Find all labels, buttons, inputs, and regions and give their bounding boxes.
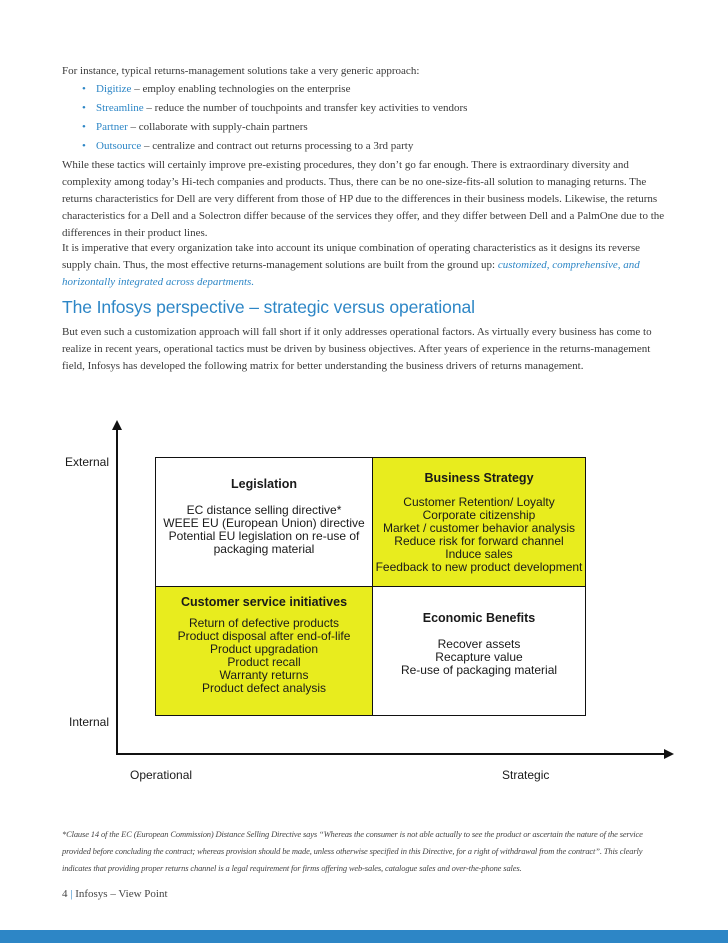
matrix-grid xyxy=(155,457,586,716)
section-heading: The Infosys perspective – strategic versus operational xyxy=(62,297,475,317)
cell-item: Product defect analysis xyxy=(201,681,327,695)
cell-title: Economic Benefits xyxy=(422,611,536,625)
cell-item: Customer Retention/ Loyalty xyxy=(403,495,555,509)
cell-item: Recover assets xyxy=(437,637,521,651)
bullet-term: Partner xyxy=(96,121,128,133)
cell-item: Reduce risk for forward channel xyxy=(394,534,564,548)
intro-text: For instance, typical returns-management solutions take a very generic approach: xyxy=(62,65,420,77)
cell-item: Corporate citizenship xyxy=(422,508,536,522)
cell-item: EC distance selling directive* xyxy=(186,503,342,517)
cell-item: packaging material xyxy=(213,542,315,556)
cell-customer-service xyxy=(156,587,373,715)
cell-items xyxy=(373,496,585,574)
cell-item: Return of defective products xyxy=(188,616,340,630)
bullet-term: Streamline xyxy=(96,102,144,114)
footnote: *Clause 14 of the EC (European Commission) Distance Selling Directive says “Whereas the consumer is not able actually to see the product or ascertain the nature of the service provided before concluding the contract; whereas provision should be made, unless otherwise specified in this Directive, for a right of withdrawal from the contract”. This clearly indicates that providing proper returns channel is a legal requirement for firms offering web-sales, catalogue sales and over-the-phone sales. xyxy=(62,829,643,873)
bullet-description: – reduce the number of touchpoints and transfer key activities to vendors xyxy=(143,102,468,114)
arrow-right-icon xyxy=(664,749,674,759)
footer-title: Infosys – View Point xyxy=(75,888,168,900)
cell-item: Product disposal after end-of-life xyxy=(177,629,351,643)
y-axis xyxy=(116,428,118,755)
cell-title: Legislation xyxy=(231,477,297,491)
x-axis xyxy=(116,753,666,755)
cell-item: WEEE EU (European Union) directive xyxy=(163,516,365,530)
bullet-description: – centralize and contract out returns processing to a 3rd party xyxy=(141,140,414,152)
cell-item: Warranty returns xyxy=(219,668,309,682)
cell-economic-benefits xyxy=(373,587,585,715)
cell-items xyxy=(373,638,585,677)
cell-item: Re-use of packaging material xyxy=(400,663,558,677)
cell-items xyxy=(156,504,372,556)
bullet-term: Digitize xyxy=(96,83,132,95)
cell-business-strategy xyxy=(373,458,585,587)
cell-item: Market / customer behavior analysis xyxy=(382,521,576,535)
paragraph-customization: But even such a customization approach will fall short if it only addresses operational factors. As virtually every business has come to realize in recent years, operational tactics must be driven by business objectives. After years of experience in the returns-management field, Infosys has developed the following matrix for better understanding the business drivers of returns management. xyxy=(62,326,652,372)
bullet-term: Outsource xyxy=(96,140,142,152)
axis-label-strategic: Strategic xyxy=(502,768,550,782)
arrow-up-icon xyxy=(112,420,122,430)
footer-separator: | xyxy=(70,888,73,900)
cell-item: Feedback to new product development xyxy=(375,560,583,574)
cell-item: Product upgradation xyxy=(209,642,319,656)
cell-legislation xyxy=(156,458,373,587)
footer-bar xyxy=(0,930,728,943)
cell-title: Customer service initiatives xyxy=(180,595,348,609)
cell-items xyxy=(156,617,372,695)
highlight-text: customized, comprehensive, and horizontally integrated across departments. xyxy=(62,259,640,288)
page-number: 4 xyxy=(62,888,68,900)
axis-label-internal: Internal xyxy=(69,715,110,729)
paragraph-text: It is imperative that every organization take into account its unique combination of operating characteristics as it designs its reverse supply chain. Thus, the most effective returns-management solutions are built from the ground up: xyxy=(62,242,641,271)
cell-title: Business Strategy xyxy=(424,471,534,485)
page-footer xyxy=(62,888,168,900)
axis-label-operational: Operational xyxy=(130,768,193,782)
cell-item: Recapture value xyxy=(435,650,523,664)
bullet-description: – collaborate with supply-chain partners xyxy=(127,121,308,133)
cell-item: Product recall xyxy=(227,655,301,669)
axis-label-external: External xyxy=(65,455,110,469)
paragraph-diversity: While these tactics will certainly improve pre-existing procedures, they don’t go far enough. There is extraordinary diversity and complexity among today’s Hi-tech companies and products. Thus, there can be no one-size-fits-all solution to managing returns. The returns characteristics for Dell are very different from those of HP due to the differences in their business models. Likewise, the returns characteristics for a Dell and a Solectron differ because of the services they offer, and they differ between Dell and a PalmOne due to the differences in their product lines. xyxy=(62,159,665,239)
cell-item: Potential EU legislation on re-use of xyxy=(168,529,360,543)
cell-item: Induce sales xyxy=(445,547,513,561)
bullet-description: – employ enabling technologies on the enterprise xyxy=(131,83,351,95)
